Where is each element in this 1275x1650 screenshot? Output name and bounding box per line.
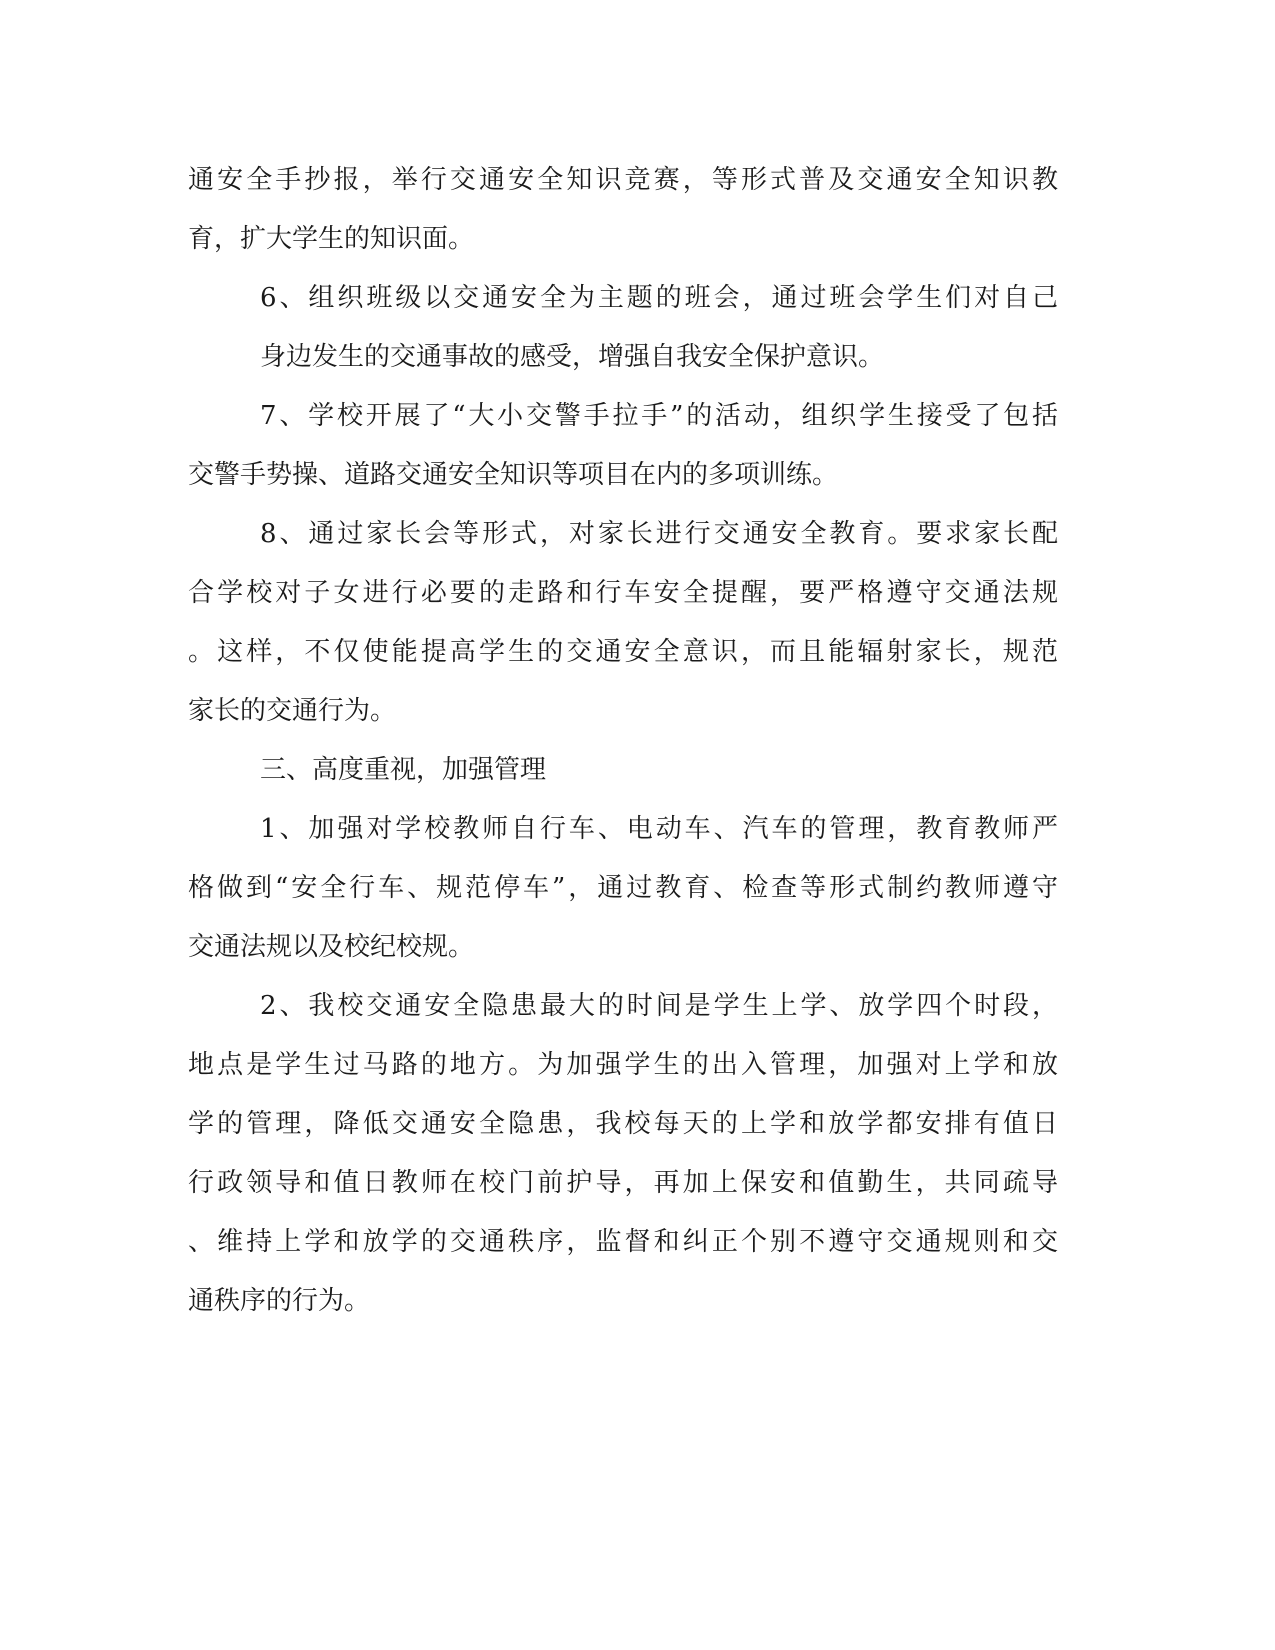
body-text-line: 地点是学生过马路的地方。为加强学生的出入管理，加强对上学和放 <box>188 1050 1058 1080</box>
body-text-line: 6、组织班级以交通安全为主题的班会，通过班会学生们对自己 <box>260 283 1058 313</box>
body-text-line: 通秩序的行为。 <box>188 1286 371 1316</box>
body-text-line: 交警手势操、道路交通安全知识等项目在内的多项训练。 <box>188 460 839 490</box>
body-text-line: 2、我校交通安全隐患最大的时间是学生上学、放学四个时段， <box>260 991 1058 1021</box>
section-heading: 三、高度重视，加强管理 <box>260 755 547 785</box>
body-text-line: 8、通过家长会等形式，对家长进行交通安全教育。要求家长配 <box>260 519 1058 549</box>
body-text-line: 通安全手抄报，举行交通安全知识竞赛，等形式普及交通安全知识教 <box>188 165 1058 195</box>
body-text-line: 行政领导和值日教师在校门前护导，再加上保安和值勤生，共同疏导 <box>188 1168 1058 1198</box>
body-text-line: 交通法规以及校纪校规。 <box>188 932 475 962</box>
body-text-line: 学的管理，降低交通安全隐患，我校每天的上学和放学都安排有值日 <box>188 1109 1058 1139</box>
body-text-line: 格做到“安全行车、规范停车”，通过教育、检查等形式制约教师遵守 <box>188 873 1058 903</box>
body-text-line: 身边发生的交通事故的感受，增强自我安全保护意识。 <box>260 342 885 372</box>
body-text-line: 1、加强对学校教师自行车、电动车、汽车的管理，教育教师严 <box>260 814 1058 844</box>
body-text-line: 家长的交通行为。 <box>188 696 397 726</box>
body-text-line: 、维持上学和放学的交通秩序，监督和纠正个别不遵守交通规则和交 <box>188 1227 1058 1257</box>
body-text-line: 育，扩大学生的知识面。 <box>188 224 475 254</box>
body-text-line: 。这样，不仅使能提高学生的交通安全意识，而且能辐射家长，规范 <box>188 637 1058 667</box>
body-text-line: 合学校对子女进行必要的走路和行车安全提醒，要严格遵守交通法规 <box>188 578 1058 608</box>
body-text-line: 7、学校开展了“大小交警手拉手”的活动，组织学生接受了包括 <box>260 401 1058 431</box>
